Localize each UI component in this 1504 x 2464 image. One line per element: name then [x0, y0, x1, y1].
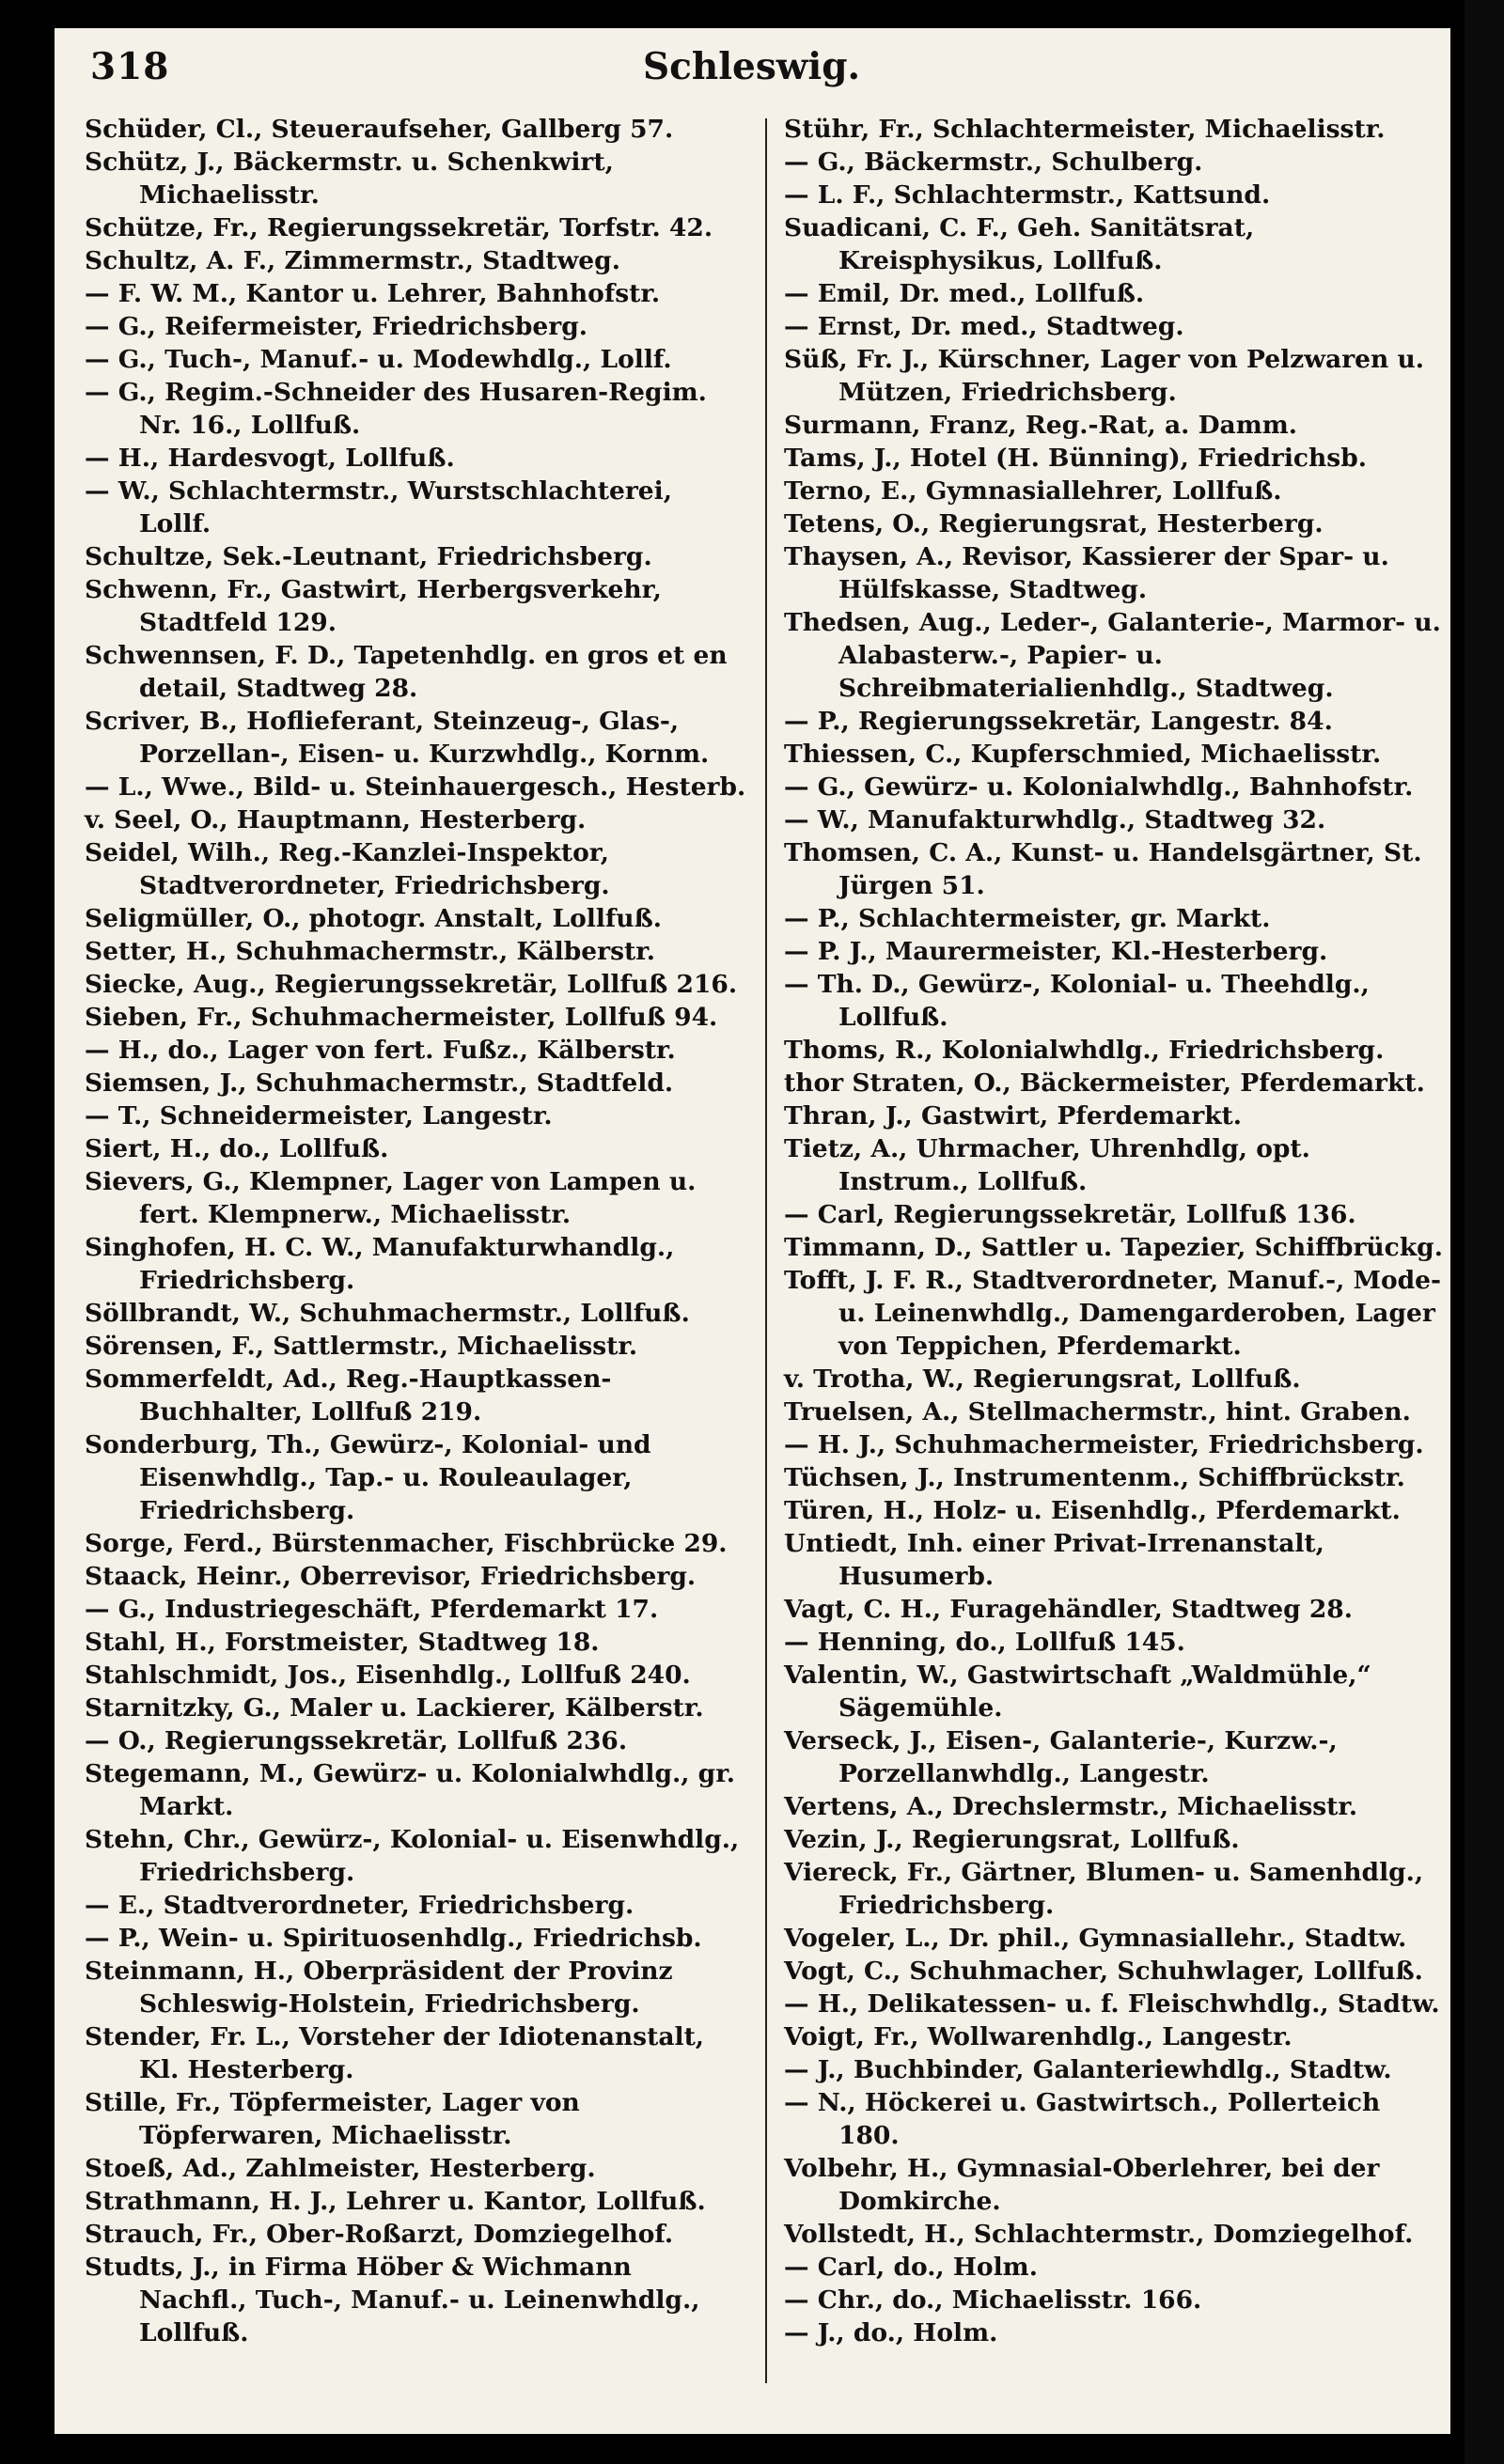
directory-entry: Vagt, C. H., Furagehändler, Stadtweg 28.: [784, 1595, 1353, 1624]
directory-entry: Thoms, R., Kolonialwhdlg., Friedrichsberg.: [784, 1036, 1385, 1065]
directory-entry: Tetens, O., Regierungsrat, Hesterberg.: [784, 509, 1324, 538]
directory-entry: Tüchsen, J., Instrumentenm., Schiffbrückstr.: [784, 1463, 1405, 1492]
page-number: 318: [90, 45, 170, 88]
directory-entry: Türen, H., Holz- u. Eisenhdlg., Pferdemarkt.: [784, 1496, 1401, 1525]
right-column: [784, 113, 1450, 2349]
directory-entry: Sörensen, F., Sattlermstr., Michaelisstr.: [85, 1332, 638, 1361]
directory-entry: Scriver, B., Hoflieferant, Steinzeug-, Glas-, Porzellan-, Eisen- u. Kurzwhdlg., Kornm.: [85, 707, 710, 769]
directory-entry: Sorge, Ferd., Bürstenmacher, Fischbrücke 29.: [85, 1529, 728, 1558]
directory-entry: Schultz, A. F., Zimmermstr., Stadtweg.: [85, 246, 620, 275]
directory-entry: Surmann, Franz, Reg.-Rat, a. Damm.: [784, 411, 1298, 440]
directory-entry: — E., Stadtverordneter, Friedrichsberg.: [85, 1891, 634, 1920]
directory-page: [55, 28, 1450, 2434]
directory-entry: Studts, J., in Firma Höber & Wichmann Nachfl., Tuch-, Manuf.- u. Leinenwhdlg., Lollfuß.: [85, 2253, 709, 2347]
directory-entry: Thedsen, Aug., Leder-, Galanterie-, Marmor- u. Alabasterw.-, Papier- u. Schreibmaterialienhdlg., Stadtweg.: [784, 608, 1450, 703]
directory-entry: Tams, J., Hotel (H. Bünning), Friedrichsb.: [784, 444, 1367, 473]
directory-entry: Stahlschmidt, Jos., Eisenhdlg., Lollfuß 240.: [85, 1661, 691, 1690]
directory-entry: Tofft, J. F. R., Stadtverordneter, Manuf.-, Mode- u. Leinenwhdlg., Damengarderoben, Lager von Teppichen, Pferdemarkt.: [784, 1266, 1450, 1361]
directory-entry: — W., Schlachtermstr., Wurstschlachterei, Lollf.: [85, 476, 682, 538]
directory-entry: — H., do., Lager von fert. Fußz., Kälberstr.: [85, 1036, 676, 1065]
directory-entry: Stehn, Chr., Gewürz-, Kolonial- u. Eisenwhdlg., Friedrichsberg.: [85, 1825, 748, 1887]
directory-entry: Stahl, H., Forstmeister, Stadtweg 18.: [85, 1628, 600, 1657]
directory-entry: Strathmann, H. J., Lehrer u. Kantor, Lollfuß.: [85, 2187, 706, 2216]
directory-entry: — P., Regierungssekretär, Langestr. 84.: [784, 707, 1333, 736]
directory-entry: v. Seel, O., Hauptmann, Hesterberg.: [85, 805, 587, 834]
directory-entry: Siemsen, J., Schuhmachermstr., Stadtfeld.: [85, 1068, 674, 1098]
directory-entry: — Chr., do., Michaelisstr. 166.: [784, 2285, 1202, 2315]
directory-entry: — L., Wwe., Bild- u. Steinhauergesch., Hesterb.: [85, 772, 746, 802]
directory-entry: Seligmüller, O., photogr. Anstalt, Lollfuß.: [85, 904, 662, 933]
directory-entry: — G., Gewürz- u. Kolonialwhdlg., Bahnhofstr.: [784, 772, 1414, 802]
directory-entry: Verseck, J., Eisen-, Galanterie-, Kurzw.-, Porzellanwhdlg., Langestr.: [784, 1726, 1346, 1788]
directory-entry: — G., Regim.-Schneider des Husaren-Regim. Nr. 16., Lollfuß.: [85, 378, 716, 440]
directory-entry: Setter, H., Schuhmachermstr., Kälberstr.: [85, 937, 655, 966]
directory-entry: Stender, Fr. L., Vorsteher der Idiotenanstalt, Kl. Hesterberg.: [85, 2022, 713, 2084]
directory-entry: — L. F., Schlachtermstr., Kattsund.: [784, 180, 1271, 210]
directory-entry: — H., Hardesvogt, Lollfuß.: [85, 444, 455, 473]
directory-entry: — N., Höckerei u. Gastwirtsch., Pollerteich 180.: [784, 2088, 1389, 2150]
directory-entry: Sonderburg, Th., Gewürz-, Kolonial- und Eisenwhdlg., Tap.- u. Rouleaulager, Friedrichsberg.: [85, 1430, 660, 1525]
directory-entry: Staack, Heinr., Oberrevisor, Friedrichsberg.: [85, 1562, 697, 1591]
directory-entry: Söllbrandt, W., Schuhmachermstr., Lollfuß.: [85, 1299, 690, 1328]
directory-entry: Vezin, J., Regierungsrat, Lollfuß.: [784, 1825, 1240, 1854]
directory-entry: Suadicani, C. F., Geh. Sanitätsrat, Kreisphysikus, Lollfuß.: [784, 213, 1263, 275]
directory-entry: Schütz, J., Bäckermstr. u. Schenkwirt, Michaelisstr.: [85, 148, 623, 210]
directory-entry: Volbehr, H., Gymnasial-Oberlehrer, bei der Domkirche.: [784, 2154, 1388, 2216]
directory-entry: — Ernst, Dr. med., Stadtweg.: [784, 312, 1184, 341]
directory-entry: Stoeß, Ad., Zahlmeister, Hesterberg.: [85, 2154, 596, 2183]
directory-entry: Siert, H., do., Lollfuß.: [85, 1134, 389, 1163]
left-column: [85, 113, 746, 2349]
directory-entry: Timmann, D., Sattler u. Tapezier, Schiffbrückg.: [784, 1233, 1443, 1262]
directory-entry: — Emil, Dr. med., Lollfuß.: [784, 279, 1145, 308]
directory-entry: Singhofen, H. C. W., Manufakturwhandlg., Friedrichsberg.: [85, 1233, 683, 1295]
directory-entry: Terno, E., Gymnasiallehrer, Lollfuß.: [784, 476, 1282, 506]
directory-entry: Thran, J., Gastwirt, Pferdemarkt.: [784, 1101, 1243, 1131]
directory-entry: Vogt, C., Schuhmacher, Schuhwlager, Lollfuß.: [784, 1957, 1423, 1986]
directory-entry: Thomsen, C. A., Kunst- u. Handelsgärtner, St. Jürgen 51.: [784, 838, 1431, 900]
column-divider: [765, 118, 767, 2383]
directory-entry: — O., Regierungssekretär, Lollfuß 236.: [85, 1726, 628, 1755]
directory-entry: — Carl, Regierungssekretär, Lollfuß 136.: [784, 1200, 1356, 1229]
directory-entry: Vollstedt, H., Schlachtermstr., Domziegelhof.: [784, 2220, 1414, 2249]
directory-entry: — G., Reifermeister, Friedrichsberg.: [85, 312, 588, 341]
directory-entry: — F. W. M., Kantor u. Lehrer, Bahnhofstr.: [85, 279, 661, 308]
directory-entry: Schwennsen, F. D., Tapetenhdlg. en gros et en detail, Stadtweg 28.: [85, 641, 736, 703]
directory-entry: Untiedt, Inh. einer Privat-Irrenanstalt, Husumerb.: [784, 1529, 1334, 1591]
directory-entry: Voigt, Fr., Wollwarenhdlg., Langestr.: [784, 2022, 1292, 2051]
directory-entry: Stille, Fr., Töpfermeister, Lager von Töpferwaren, Michaelisstr.: [85, 2088, 589, 2150]
directory-entry: Schüder, Cl., Steueraufseher, Gallberg 57.: [85, 115, 674, 144]
page-header: [90, 45, 1413, 111]
directory-entry: — J., do., Holm.: [784, 2318, 998, 2347]
directory-entry: — Th. D., Gewürz-, Kolonial- u. Theehdlg., Lollfuß.: [784, 970, 1379, 1032]
directory-entry: Thaysen, A., Revisor, Kassierer der Spar- u. Hülfskasse, Stadtweg.: [784, 542, 1399, 604]
directory-entry: — G., Bäckermstr., Schulberg.: [784, 148, 1203, 177]
directory-entry: — P., Wein- u. Spirituosenhdlg., Friedrichsb.: [85, 1924, 702, 1953]
directory-entry: Vogeler, L., Dr. phil., Gymnasiallehr., Stadtw.: [784, 1924, 1407, 1953]
directory-entry: — W., Manufakturwhdlg., Stadtweg 32.: [784, 805, 1326, 834]
directory-columns: [85, 113, 1450, 2425]
directory-entry: — H. J., Schuhmachermeister, Friedrichsberg.: [784, 1430, 1424, 1459]
directory-entry: Süß, Fr. J., Kürschner, Lager von Pelzwaren u. Mützen, Friedrichsberg.: [784, 345, 1434, 407]
page-shadow-edge: [1465, 0, 1504, 2464]
directory-entry: Starnitzky, G., Maler u. Lackierer, Kälberstr.: [85, 1693, 704, 1723]
directory-entry: thor Straten, O., Bäckermeister, Pferdemarkt.: [784, 1068, 1425, 1098]
directory-entry: Sievers, G., Klempner, Lager von Lampen u. fert. Klempnerw., Michaelisstr.: [85, 1167, 705, 1229]
directory-entry: Strauch, Fr., Ober-Roßarzt, Domziegelhof.: [85, 2220, 674, 2249]
directory-entry: — P. J., Maurermeister, Kl.-Hesterberg.: [784, 937, 1328, 966]
directory-entry: Sommerfeldt, Ad., Reg.-Hauptkassen-Buchhalter, Lollfuß 219.: [85, 1365, 612, 1427]
directory-entry: Stühr, Fr., Schlachtermeister, Michaelisstr.: [784, 115, 1386, 144]
directory-entry: — G., Tuch-, Manuf.- u. Modewhdlg., Lollf.: [85, 345, 672, 374]
directory-entry: Thiessen, C., Kupferschmied, Michaelisstr.: [784, 740, 1382, 769]
directory-entry: — Henning, do., Lollfuß 145.: [784, 1628, 1185, 1657]
directory-entry: Schultze, Sek.-Leutnant, Friedrichsberg.: [85, 542, 652, 571]
directory-entry: — P., Schlachtermeister, gr. Markt.: [784, 904, 1271, 933]
directory-entry: v. Trotha, W., Regierungsrat, Lollfuß.: [784, 1365, 1301, 1394]
directory-entry: Viereck, Fr., Gärtner, Blumen- u. Samenhdlg., Friedrichsberg.: [784, 1858, 1433, 1920]
directory-entry: Vertens, A., Drechslermstr., Michaelisstr.: [784, 1792, 1358, 1821]
directory-entry: Stegemann, M., Gewürz- u. Kolonialwhdlg., gr. Markt.: [85, 1759, 744, 1821]
directory-entry: Sieben, Fr., Schuhmachermeister, Lollfuß 94.: [85, 1003, 718, 1032]
directory-entry: Truelsen, A., Stellmachermstr., hint. Graben.: [784, 1397, 1411, 1427]
directory-entry: Seidel, Wilh., Reg.-Kanzlei-Inspektor, Stadtverordneter, Friedrichsberg.: [85, 838, 619, 900]
directory-entry: Schwenn, Fr., Gastwirt, Herbergsverkehr, Stadtfeld 129.: [85, 575, 671, 637]
directory-entry: Schütze, Fr., Regierungssekretär, Torfstr. 42.: [85, 213, 713, 242]
running-title: Schleswig.: [642, 45, 861, 88]
directory-entry: — J., Buchbinder, Galanteriewhdlg., Stadtw.: [784, 2055, 1392, 2084]
directory-entry: Tietz, A., Uhrmacher, Uhrenhdlg, opt. Instrum., Lollfuß.: [784, 1134, 1320, 1196]
directory-entry: Valentin, W., Gastwirtschaft „Waldmühle,“ Sägemühle.: [784, 1661, 1380, 1723]
directory-entry: Steinmann, H., Oberpräsident der Provinz Schleswig-Holstein, Friedrichsberg.: [85, 1957, 682, 2019]
directory-entry: Siecke, Aug., Regierungssekretär, Lollfuß 216.: [85, 970, 738, 999]
directory-entry: — G., Industriegeschäft, Pferdemarkt 17.: [85, 1595, 659, 1624]
directory-entry: — Carl, do., Holm.: [784, 2253, 1038, 2282]
directory-entry: — H., Delikatessen- u. f. Fleischwhdlg., Stadtw.: [784, 1989, 1440, 2019]
directory-entry: — T., Schneidermeister, Langestr.: [85, 1101, 553, 1131]
